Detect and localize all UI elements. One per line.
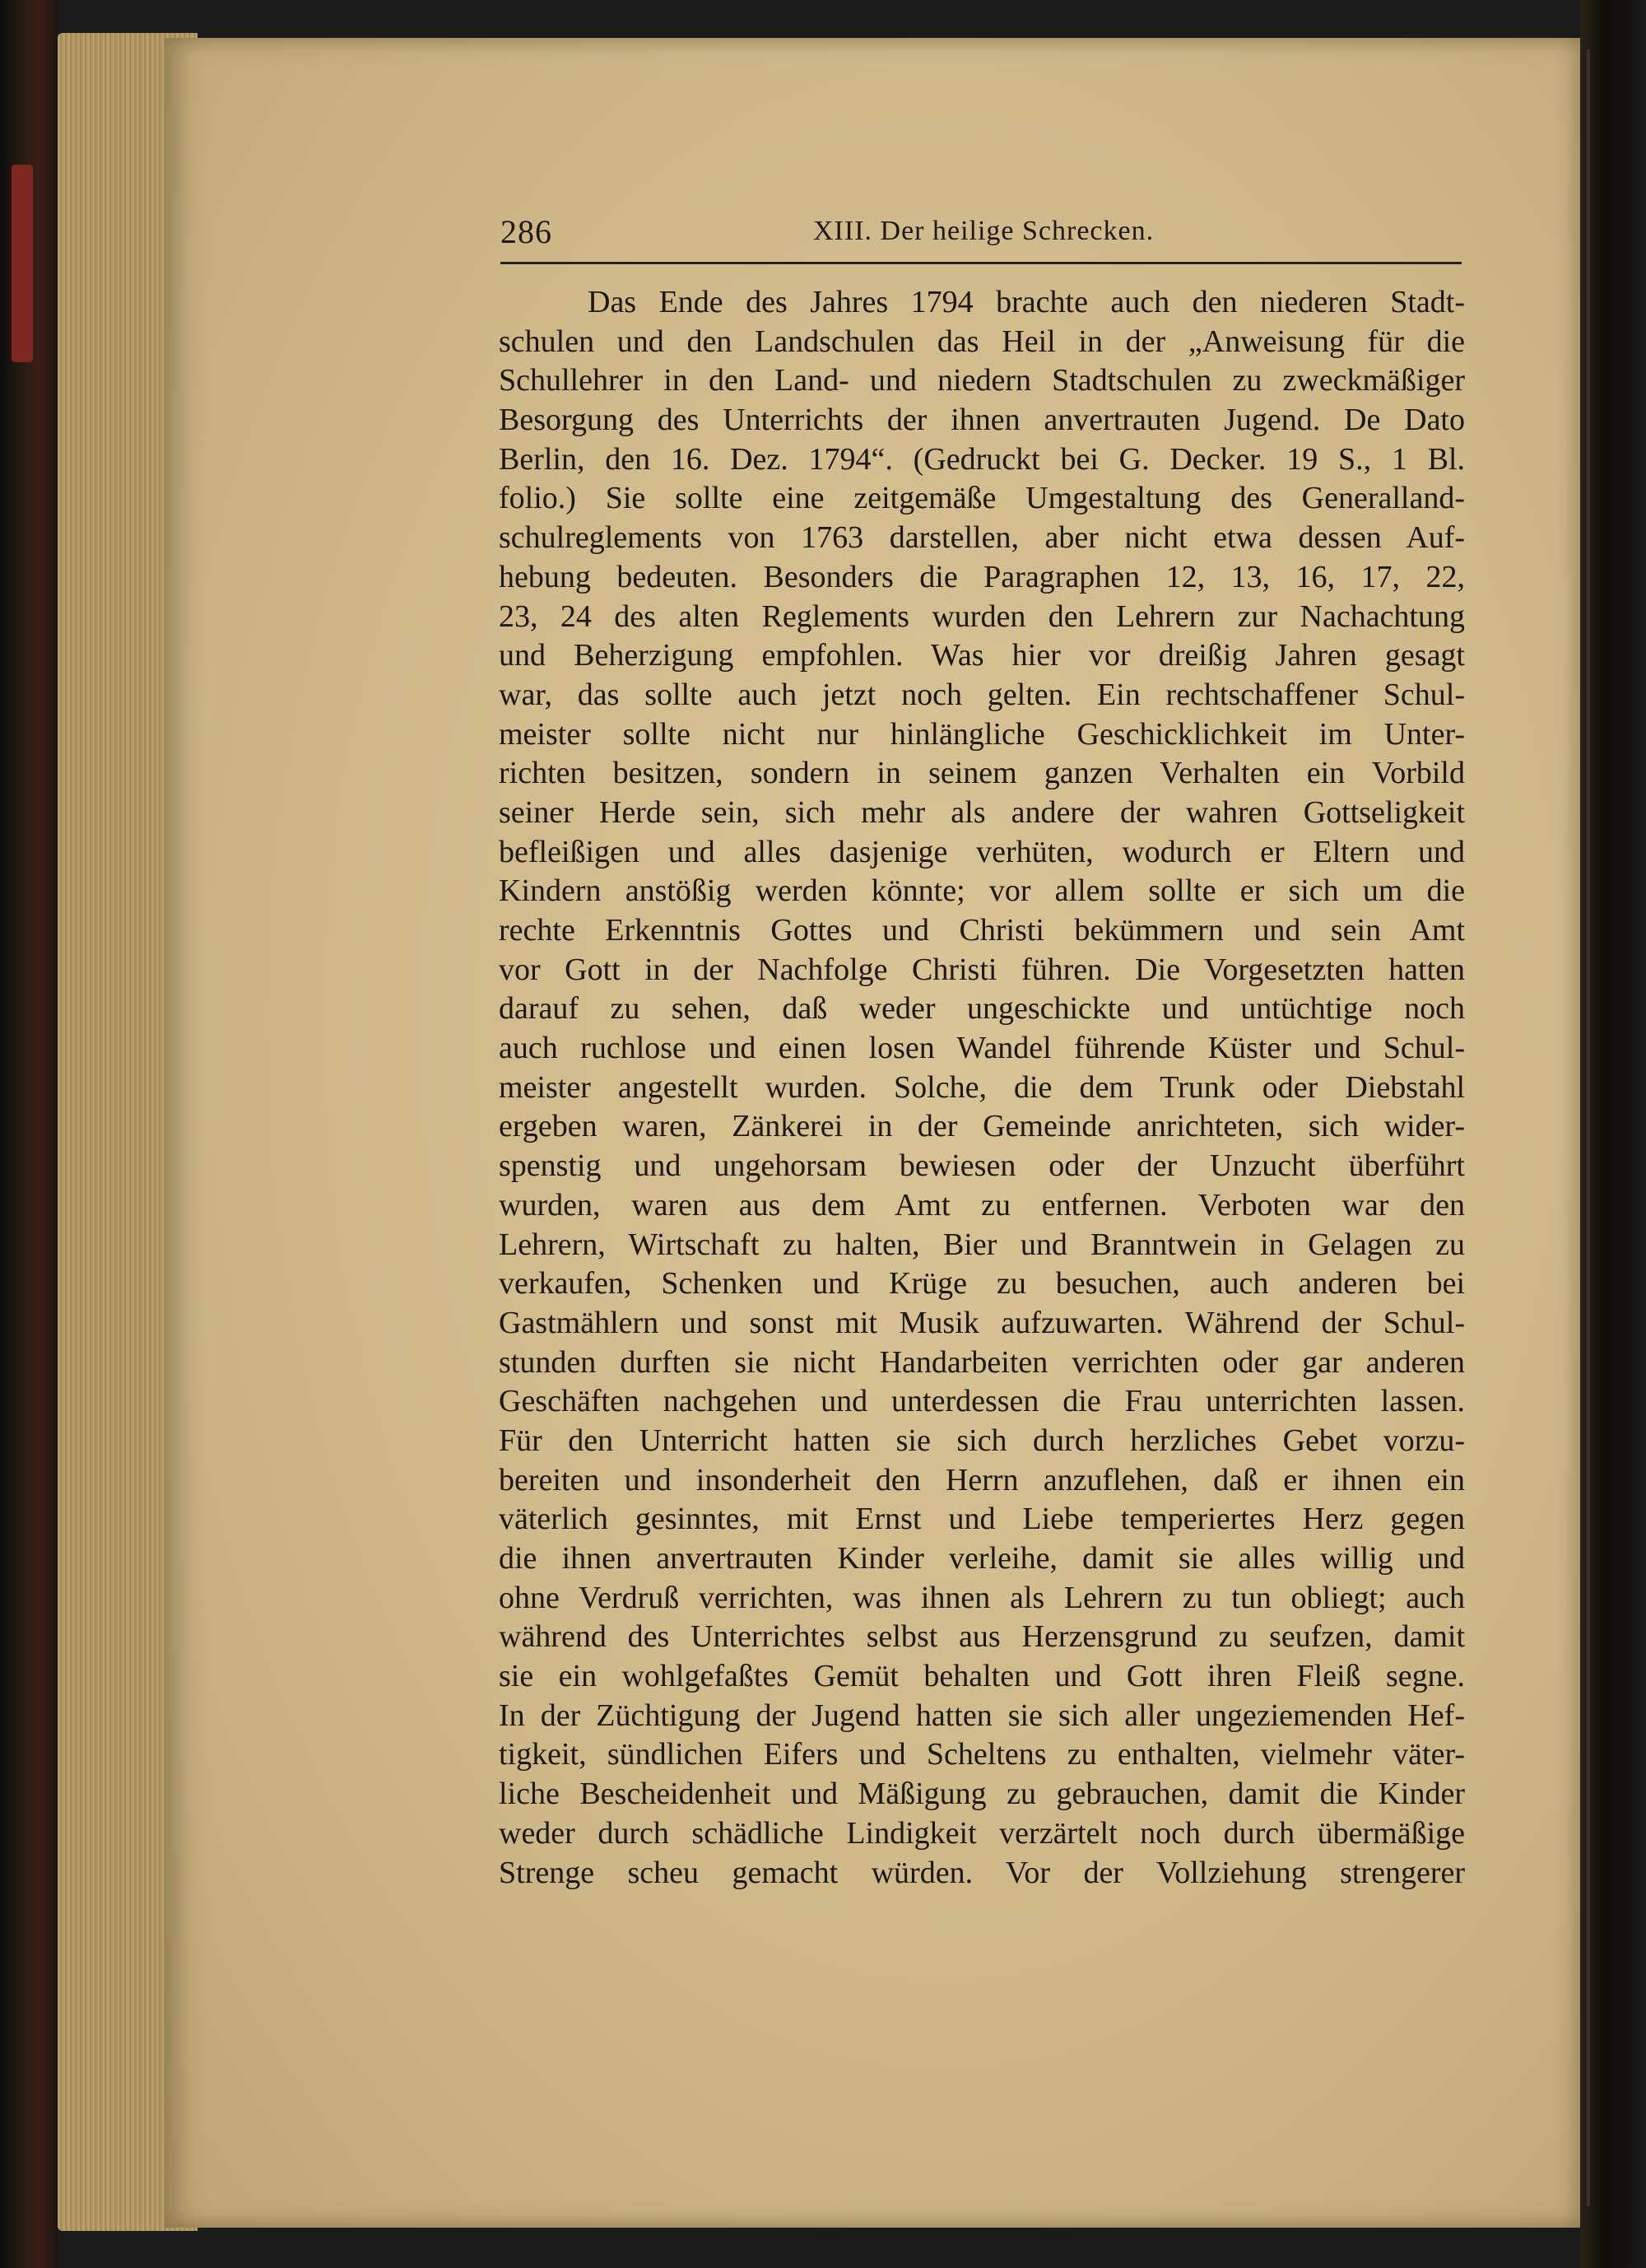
text-line: darauf zu sehen, daß weder ungeschickte und untüchtige noch bbox=[499, 991, 1465, 1027]
text-line: vor Gott in der Nachfolge Christi führen. Die Vorgesetzten hatten bbox=[499, 952, 1465, 987]
text-line: Besorgung des Unterrichts der ihnen anvertrauten Jugend. De Dato bbox=[499, 403, 1465, 438]
running-header bbox=[500, 212, 1462, 262]
text-line: rechte Erkenntnis Gottes und Christi bekümmern und sein Amt bbox=[499, 913, 1465, 948]
text-line: folio.) Sie sollte eine zeitgemäße Umgestaltung des Generalland- bbox=[499, 481, 1465, 516]
book-binding bbox=[0, 0, 58, 2268]
text-line: 23, 24 des alten Reglements wurden den Lehrern zur Nachachtung bbox=[499, 598, 1465, 634]
text-line: meister angestellt wurden. Solche, die dem Trunk oder Diebstahl bbox=[499, 1069, 1465, 1105]
facing-page-edge bbox=[1587, 49, 1590, 2206]
text-line: Berlin, den 16. Dez. 1794“. (Gedruckt bei G. Decker. 19 S., 1 Bl. bbox=[499, 441, 1465, 477]
text-line: liche Bescheidenheit und Mäßigung zu gebrauchen, damit die Kinder bbox=[499, 1777, 1465, 1812]
text-line: seiner Herde sein, sich mehr als andere der wahren Gottseligkeit bbox=[499, 794, 1465, 830]
text-line: In der Züchtigung der Jugend hatten sie sich aller ungeziemenden Hef- bbox=[499, 1698, 1465, 1733]
text-line: schulreglements von 1763 darstellen, aber nicht etwa dessen Auf- bbox=[499, 520, 1465, 556]
text-line: richten besitzen, sondern in seinem ganzen Verhalten ein Vorbild bbox=[499, 756, 1465, 791]
text-line: schulen und den Landschulen das Heil in der „Anweisung für die bbox=[499, 324, 1465, 359]
text-line: ergeben waren, Zänkerei in der Gemeinde anrichteten, sich wider- bbox=[499, 1109, 1465, 1144]
text-line: meister sollte nicht nur hinlängliche Geschicklichkeit im Unter- bbox=[499, 716, 1465, 752]
text-line: Das Ende des Jahres 1794 brachte auch den niederen Stadt- bbox=[588, 285, 1465, 319]
facing-page-gutter bbox=[1580, 0, 1646, 2268]
running-title: XIII. Der heilige Schrecken. bbox=[813, 216, 1155, 246]
text-line: ohne Verdruß verrichten, was ihnen als Lehrern zu tun obliegt; auch bbox=[499, 1580, 1465, 1615]
text-line: auch ruchlose und einen losen Wandel führende Küster und Schul- bbox=[499, 1031, 1465, 1066]
text-line: die ihnen anvertrauten Kinder verleihe, damit sie alles willig und bbox=[499, 1541, 1465, 1576]
text-line: während des Unterrichtes selbst aus Herzensgrund zu seufzen, damit bbox=[499, 1619, 1465, 1655]
binding-red-mark bbox=[12, 165, 33, 362]
text-line: weder durch schädliche Lindigkeit verzärtelt noch durch übermäßige bbox=[499, 1815, 1465, 1851]
text-line: spenstig und ungehorsam bewiesen oder der Unzucht überführt bbox=[499, 1148, 1465, 1184]
text-line: hebung bedeuten. Besonders die Paragraphen 12, 13, 16, 17, 22, bbox=[499, 559, 1465, 594]
text-line: und Beherzigung empfohlen. Was hier vor dreißig Jahren gesagt bbox=[499, 638, 1465, 673]
text-line: Für den Unterricht hatten sie sich durch herzliches Gebet vorzu- bbox=[499, 1423, 1465, 1458]
text-line: Strenge scheu gemacht würden. Vor der Vollziehung strengerer bbox=[499, 1855, 1465, 1890]
text-line: Kindern anstößig werden könnte; vor allem sollte er sich um die bbox=[499, 873, 1465, 909]
text-line: Geschäften nachgehen und unterdessen die Frau unterrichten lassen. bbox=[499, 1384, 1465, 1419]
text-line: Schullehrer in den Land- und niedern Stadtschulen zu zweckmäßiger bbox=[499, 363, 1465, 398]
text-line: bereiten und insonderheit den Herrn anzuflehen, daß er ihnen ein bbox=[499, 1462, 1465, 1497]
body-text bbox=[499, 283, 1465, 1893]
text-line: verkaufen, Schenken und Krüge zu besuchen, auch anderen bei bbox=[499, 1266, 1465, 1302]
text-line: befleißigen und alles dasjenige verhüten, wodurch er Eltern und bbox=[499, 834, 1465, 869]
text-line: Lehrern, Wirtschaft zu halten, Bier und Branntwein in Gelagen zu bbox=[499, 1227, 1465, 1262]
page-number: 286 bbox=[500, 213, 552, 250]
text-line: wurden, waren aus dem Amt zu entfernen. Verboten war den bbox=[499, 1187, 1465, 1222]
text-line: sie ein wohlgefaßtes Gemüt behalten und Gott ihren Fleiß segne. bbox=[499, 1659, 1465, 1694]
text-line: väterlich gesinntes, mit Ernst und Liebe temperiertes Herz gegen bbox=[499, 1502, 1465, 1537]
text-line: Gastmählern und sonst mit Musik aufzuwarten. Während der Schul- bbox=[499, 1305, 1465, 1340]
text-line: stunden durften sie nicht Handarbeiten verrichten oder gar anderen bbox=[499, 1344, 1465, 1380]
header-rule bbox=[500, 262, 1462, 264]
text-line: tigkeit, sündlichen Eifers und Scheltens zu enthalten, vielmehr väter- bbox=[499, 1737, 1465, 1772]
text-line: war, das sollte auch jetzt noch gelten. Ein rechtschaffener Schul- bbox=[499, 677, 1465, 712]
